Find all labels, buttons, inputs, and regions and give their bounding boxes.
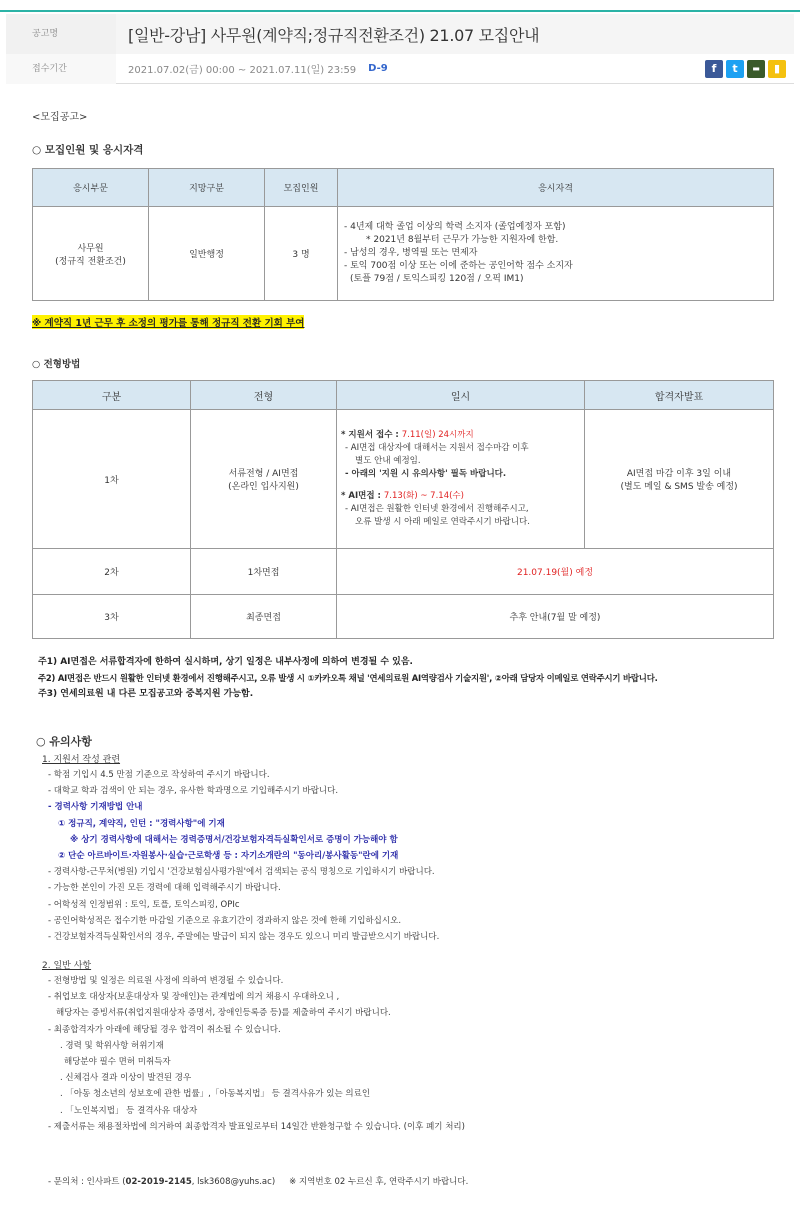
note-line: 주1) AI면접은 서류합격자에 한하여 실시하며, 상기 일정은 내부사정에 의하여 변경될 수 있음. <box>38 657 413 667</box>
col-header: 구분 <box>33 381 191 410</box>
notice-title-row <box>6 14 794 54</box>
col-header: 지망구분 <box>149 169 265 207</box>
schedule-line: - AI면접 대상자에 대해서는 지원서 접수마감 이후 <box>345 443 529 453</box>
general-line: - 전형방법 및 일정은 의료원 사정에 의하여 변경될 수 있습니다. <box>48 976 284 986</box>
ai-date: 7.13(화) ~ 7.14(수) <box>383 491 464 501</box>
contact-email[interactable]: , lsk3608@yuhs.ac) <box>191 1177 276 1187</box>
stage-cell: 2차 <box>33 549 191 595</box>
facebook-icon[interactable]: f <box>705 60 723 78</box>
guidance-line: - 어학성적 인정범위 : 토익, 토플, 토익스피킹, OPIc <box>48 899 240 910</box>
note-line: 주2) AI면접은 반드시 원활한 인터넷 환경에서 진행해주시고, 오류 발생 시 ①카카오톡 채널 '연세의료원 AI역량검사 기술지원', ②아래 담당자 이메일로 연락주시기 바랍니다. <box>38 673 658 683</box>
qual-line: (토플 79점 / 토익스피킹 120점 / 오픽 IM1) <box>350 274 524 284</box>
guidance-line: - 공인어학성적은 접수기한 마감일 기준으로 유효기간이 경과하지 않은 것에 한해 기입하십시오. <box>48 915 402 926</box>
contact-note: ※ 지역번호 02 누르신 후, 연락주시기 바랍니다. <box>289 1177 469 1187</box>
general-line: . 「아동 청소년의 성보호에 관한 법률」,「아동복지법」 등 결격사유가 있는 의료인 <box>60 1089 371 1100</box>
period-label: 접수기간 <box>6 54 116 84</box>
type-cell <box>191 410 337 549</box>
type-cell: 1차면접 <box>191 549 337 595</box>
general-line: 해당자는 증빙서류(취업지원대상자 증명서, 장애인등록증 등)를 제출하여 주시기 바랍니다. <box>56 1008 391 1019</box>
general-line: 해당분야 필수 면허 미취득자 <box>64 1057 171 1068</box>
col-header: 전형 <box>191 381 337 410</box>
result-cell <box>585 410 774 549</box>
schedule-line: 오류 발생 시 아래 메일로 연락주시기 바랍니다. <box>355 517 530 527</box>
guidance-line: - 대학교 학과 검색이 안 되는 경우, 유사한 학과명으로 기입해주시기 바랍니다. <box>48 786 339 797</box>
guidance-line: - 건강보험자격득실확인서의 경우, 주말에는 발급이 되지 않는 경우도 있으니 미리 발급받으시기 바랍니다. <box>48 932 440 943</box>
guidance-line: - 경력사항 기재방법 안내 <box>48 802 143 813</box>
period-value: 2021.07.02(금) 00:00 ~ 2021.07.11(일) 23:59 <box>128 65 357 76</box>
qual-line: * 2021년 8월부터 근무가 가능한 지원자에 한함. <box>366 235 559 245</box>
top-accent-line <box>0 10 800 12</box>
general-line: - 제출서류는 채용절차법에 의거하여 최종합격자 발표일로부터 14일간 반환청구할 수 있습니다. (이후 폐기 처리) <box>48 1121 465 1132</box>
section2-heading: ○ 전형방법 <box>32 359 81 370</box>
app-date: 7.11(일) 24시까지 <box>401 430 474 440</box>
guidance-line: ※ 상기 경력사항에 대해서는 경력증명서/건강보험자격득실확인서로 증명이 가능해야 함 <box>70 834 398 845</box>
dept-cell <box>33 207 149 301</box>
col-header: 일시 <box>337 381 585 410</box>
subsection-title: 2. 일반 사항 <box>42 961 92 971</box>
guidance-line: ① 정규직, 계약직, 인턴 : "경력사항"에 기재 <box>58 818 225 829</box>
dday-badge: D-9 <box>368 63 388 74</box>
region-cell: 일반행정 <box>149 207 265 301</box>
schedule-cell <box>337 410 585 549</box>
qual-line: - 토익 700점 이상 또는 이에 준하는 공인어학 점수 소지자 <box>344 261 573 271</box>
col-header: 응시부문 <box>33 169 149 207</box>
general-list <box>48 973 465 1135</box>
title-label: 공고명 <box>6 14 116 54</box>
type-sub: (온라인 입사지원) <box>228 482 299 492</box>
qual-line: - 4년제 대학 졸업 이상의 학력 소지자 (졸업예정자 포함) <box>344 222 566 232</box>
result-line: (별도 메일 & SMS 발송 예정) <box>620 482 738 492</box>
dept-sub: (정규직 전환조건) <box>55 256 126 267</box>
guidance-line: ② 단순 아르바이트·자원봉사·실습·근로학생 등 : 자기소개란의 "동아리/봉사활동"란에 기재 <box>58 851 399 862</box>
general-line: - 최종합격자가 아래에 해당될 경우 합격이 취소될 수 있습니다. <box>48 1024 281 1035</box>
kakaostory-icon[interactable]: ▮ <box>768 60 786 78</box>
stage-cell: 3차 <box>33 595 191 639</box>
subsection-title: 1. 지원서 작성 관련 <box>42 755 121 765</box>
contact-phone: 02-2019-2145 <box>125 1177 192 1187</box>
col-header: 모집인원 <box>265 169 338 207</box>
qual-line: - 남성의 경우, 병역필 또는 면제자 <box>344 248 478 258</box>
col-header: 합격자발표 <box>585 381 774 410</box>
result-line: AI면접 마감 이후 3일 이내 <box>626 469 732 479</box>
general-line: - 취업보호 대상자(보훈대상자 및 장애인)는 관계법에 의거 채용시 우대하오니 , <box>48 992 340 1003</box>
note-line: 주3) 연세의료원 내 다른 모집공고와 중복지원 가능함. <box>38 689 254 699</box>
schedule-line: - AI면접은 원활한 인터넷 환경에서 진행해주시고, <box>345 504 529 514</box>
twitter-icon[interactable]: t <box>726 60 744 78</box>
share-buttons <box>705 60 786 78</box>
guidance-line: - 경력사항-근무처(병원) 기입시 '건강보험심사평가원'에서 검색되는 공식 명칭으로 기입하시기 바랍니다. <box>48 867 435 878</box>
period-row <box>6 54 794 84</box>
section1-heading: ○ 모집인원 및 응시자격 <box>32 144 144 156</box>
qualification-table <box>32 168 774 301</box>
general-line: . 신체검사 결과 이상이 발견된 경우 <box>60 1073 192 1084</box>
general-line: . 경력 및 학위사항 허위기재 <box>60 1040 164 1051</box>
schedule-cell: 21.07.19(월) 예정 <box>337 549 774 595</box>
contact-line <box>48 1175 468 1187</box>
notes-block <box>38 654 658 702</box>
dept-name: 사무원 <box>77 243 104 254</box>
app-label: * 지원서 접수 : <box>341 430 402 440</box>
count-cell: 3 명 <box>265 207 338 301</box>
guidance-line: - 가능한 본인이 가진 모든 경력에 대해 입력해주시기 바랍니다. <box>48 883 281 894</box>
page-title: [일반-강남] 사무원(계약직;정규직전환조건) 21.07 모집안내 <box>128 25 540 45</box>
guidance-line: - 학점 기입시 4.5 만점 기준으로 작성하여 주시기 바랍니다. <box>48 770 270 780</box>
ai-label: * AI면접 : <box>341 491 384 501</box>
band-icon[interactable]: ▬ <box>747 60 765 78</box>
schedule-line: 별도 안내 예정임. <box>355 456 421 466</box>
conversion-highlight: ※ 계약직 1년 근무 후 소정의 평가를 통해 정규직 전환 기회 부여 <box>32 315 304 329</box>
guidance-list <box>48 767 439 945</box>
selection-table <box>32 380 774 639</box>
section3-heading: ○ 유의사항 <box>36 735 92 748</box>
type-cell: 최종면접 <box>191 595 337 639</box>
col-header: 응시자격 <box>338 169 774 207</box>
schedule-cell: 추후 안내(7월 말 예정) <box>337 595 774 639</box>
intro-label: <모집공고> <box>32 112 88 123</box>
stage-cell: 1차 <box>33 410 191 549</box>
general-line: . 「노인복지법」 등 결격사유 대상자 <box>60 1105 198 1116</box>
contact-prefix: - 문의처 : 인사파트 ( <box>48 1177 126 1187</box>
type-name: 서류전형 / AI면접 <box>228 469 299 479</box>
schedule-line: - 아래의 '지원 시 유의사항' 필독 바랍니다. <box>345 469 507 479</box>
qualification-cell <box>338 207 774 301</box>
